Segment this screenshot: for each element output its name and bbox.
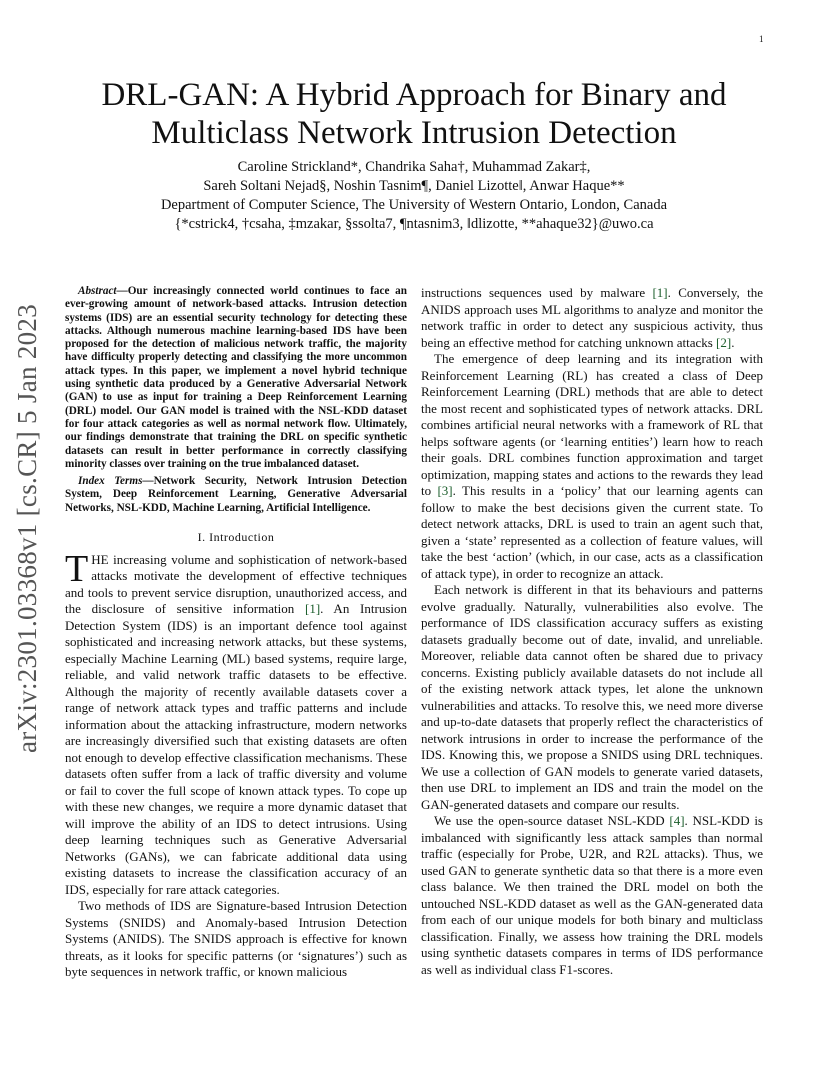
intro-p4-text-b: . This results in a ‘policy’ that our learning agents can follow to make the best decisions given the current state. To detect network attacks, DRL is used to train an agent such that, given a ‘state’ represented as a collection of feature values, will take the best ‘action’ (which, in our case, acts as a classification of attack type), in order to recognize an attack.	[421, 483, 763, 581]
authors-line-1: Caroline Strickland*, Chandrika Saha†, Muhammad Zakar‡,	[237, 159, 591, 175]
intro-p1-text: HE increasing volume and sophistication of network-based attacks motivate the development of effective techniques and tools to prevent service disruption, unauthorized access, and the disclosure of sensitive information	[65, 551, 407, 617]
abstract	[65, 285, 407, 471]
arxiv-identifier: arXiv:2301.03368v1 [cs.CR] 5 Jan 2023	[12, 303, 43, 753]
author-block	[60, 158, 768, 234]
paper-title	[60, 76, 768, 152]
intro-p4-text-a: The emergence of deep learning and its integration with Reinforcement Learning (RL) has created a class of Deep Reinforcement Learning (DRL) methods that are able to detect the most recent and sophisticated types of network attacks. DRL combines artificial neural networks with a framework of RL that helps software agents (or ‘learning entities’) learn how to reach their goals. DRL combines function approximation and target optimization, mapping states and actions to the rewards they lead to	[421, 351, 763, 498]
intro-p1-tail: . An Intrusion Detection System (IDS) is an important defence tool against sophisticated and increasing network attacks, but these systems, especially Machine Learning (ML) based systems, require large, reliable, and valid network traffic datasets to be effective. Although the majority of recently available datasets cover a range of network attack types and traffic patterns and include information about the attacking infrastructure, modern networks are increasingly diversified such that existing datasets are often not enough to develop effective classification mechanisms. These datasets often suffer from a lack of traffic diversity and volume or fail to cover the full scope of known attack types. To cope up with these new changes, we require a more dynamic dataset that will improve the ability of an IDS to detect intrusions. Using deep learning techniques such as Generative Adversarial Networks (GANs), we can fabricate additional data using existing datasets to increase the classification accuracy of an IDS, especially for rare attack categories.	[65, 601, 407, 897]
citation-link[interactable]: [1]	[304, 601, 321, 617]
intro-p3-text-a: instructions sequences used by malware	[421, 285, 653, 300]
right-column	[421, 285, 763, 978]
title-line-2: Multiclass Network Intrusion Detection	[151, 115, 677, 151]
intro-paragraph-3	[421, 285, 763, 351]
intro-p6-text-a: We use the open-source dataset NSL-KDD	[434, 813, 670, 828]
abstract-text: —Our increasingly connected world continues to face an ever-growing amount of network-based attacks. Intrusion detection systems (IDS) are an essential security technology for detecting these attacks. Although numerous machine learning-based IDS have been proposed for the detection of malicious network traffic, the majority have difficulty properly detecting and classifying the more uncommon attack types. In this paper, we implement a novel hybrid technique using synthetic data produced by a Generative Adversarial Network (GAN) to use as input for training a Deep Reinforcement Learning (DRL) model. Our GAN model is trained with the NSL-KDD dataset for four attack categories as well as normal network flow. Ultimately, our findings demonstrate that training the DRL on specific synthetic datasets can result in better performance in correctly classifying minority classes over training on the true imbalanced dataset.	[65, 285, 407, 470]
index-terms-text: —Network Security, Network Intrusion Detection System, Deep Reinforcement Learning, Generative Adversarial Networks, NSL-KDD, Machine Learning, Artificial Intelligence.	[65, 475, 407, 514]
intro-paragraph-4	[421, 351, 763, 582]
section-heading-introduction: I. Introduction	[197, 530, 275, 545]
intro-paragraph-2: Two methods of IDS are Signature-based Intrusion Detection Systems (SNIDS) and Anomaly-based Intrusion Detection Systems (ANIDS). The SNIDS approach is effective for known threats, as it looks for specific patterns (or ‘signatures’) such as byte sequences in network traffic, or known malicious	[65, 898, 407, 980]
left-column	[65, 285, 407, 981]
intro-p3-text-c: .	[731, 334, 735, 350]
intro-paragraph-6	[421, 813, 763, 978]
page-number: 1	[759, 34, 764, 44]
arxiv-sidebar	[8, 298, 48, 758]
intro-paragraph-1	[65, 547, 407, 899]
author-emails: {*cstrick4, †csaha, ‡mzakar, §ssolta7, ¶ntasnim3, ‖dlizotte, **ahaque32}@uwo.ca	[174, 216, 654, 232]
title-line-1: DRL-GAN: A Hybrid Approach for Binary and	[101, 77, 727, 113]
citation-link[interactable]: [4]	[669, 813, 685, 828]
intro-paragraph-5: Each network is different in that its behaviours and patterns evolve gradually. Naturally, vulnerabilities also evolve. The performance of IDS classification accuracy suffers as existing datasets gradually become out of date, invalid, and unreliable. Moreover, reliable data cannot often be shared due to privacy concerns. Existing publicly available datasets do not include all of the existing network attack types, let alone the unknown vulnerabilities and attacks. To resolve this, we need more diverse and up-to-date datasets that properly reflect the characteristics of network intrusions in order to increase the performance of the IDS. Knowing this, we propose a SNIDS using DRL techniques. We use a collection of GAN models to generate varied datasets, then use DRL to implement an IDS and train the model on the GAN-generated datasets and compare our results.	[421, 582, 763, 812]
authors-line-2: Sareh Soltani Nejad§, Noshin Tasnim¶, Daniel Lizotte‖, Anwar Haque**	[203, 178, 625, 194]
index-terms	[65, 475, 407, 515]
drop-cap: T	[65, 547, 89, 590]
affiliation: Department of Computer Science, The University of Western Ontario, London, Canada	[160, 197, 668, 213]
citation-link[interactable]: [1]	[652, 285, 668, 300]
citation-link[interactable]: [3]	[437, 483, 453, 498]
citation-link[interactable]: [2]	[716, 334, 732, 350]
abstract-label: Abstract	[78, 285, 117, 297]
index-terms-label: Index Terms	[78, 475, 143, 488]
intro-p3-text-b: . Conversely, the ANIDS approach uses ML algorithms to analyze and monitor the network traffic in order to detect any suspicious activity, thus being an effective method for catching unknown attacks	[421, 285, 763, 350]
intro-p6-text-b: . NSL-KDD is imbalanced with significantly less attack samples than normal traffic (especially for Probe, U2R, and R2L attacks). Thus, we used GAN to generate synthetic data so that there is a more even class balance. We then trained the DRL model on both the untouched NSL-KDD dataset as well as the GAN-generated data from each of our unique models for both binary and multiclass classification. Finally, we assess how training the DRL models using synthetic datasets compares in terms of IDS performance as well as individual class F1-scores.	[421, 813, 763, 977]
